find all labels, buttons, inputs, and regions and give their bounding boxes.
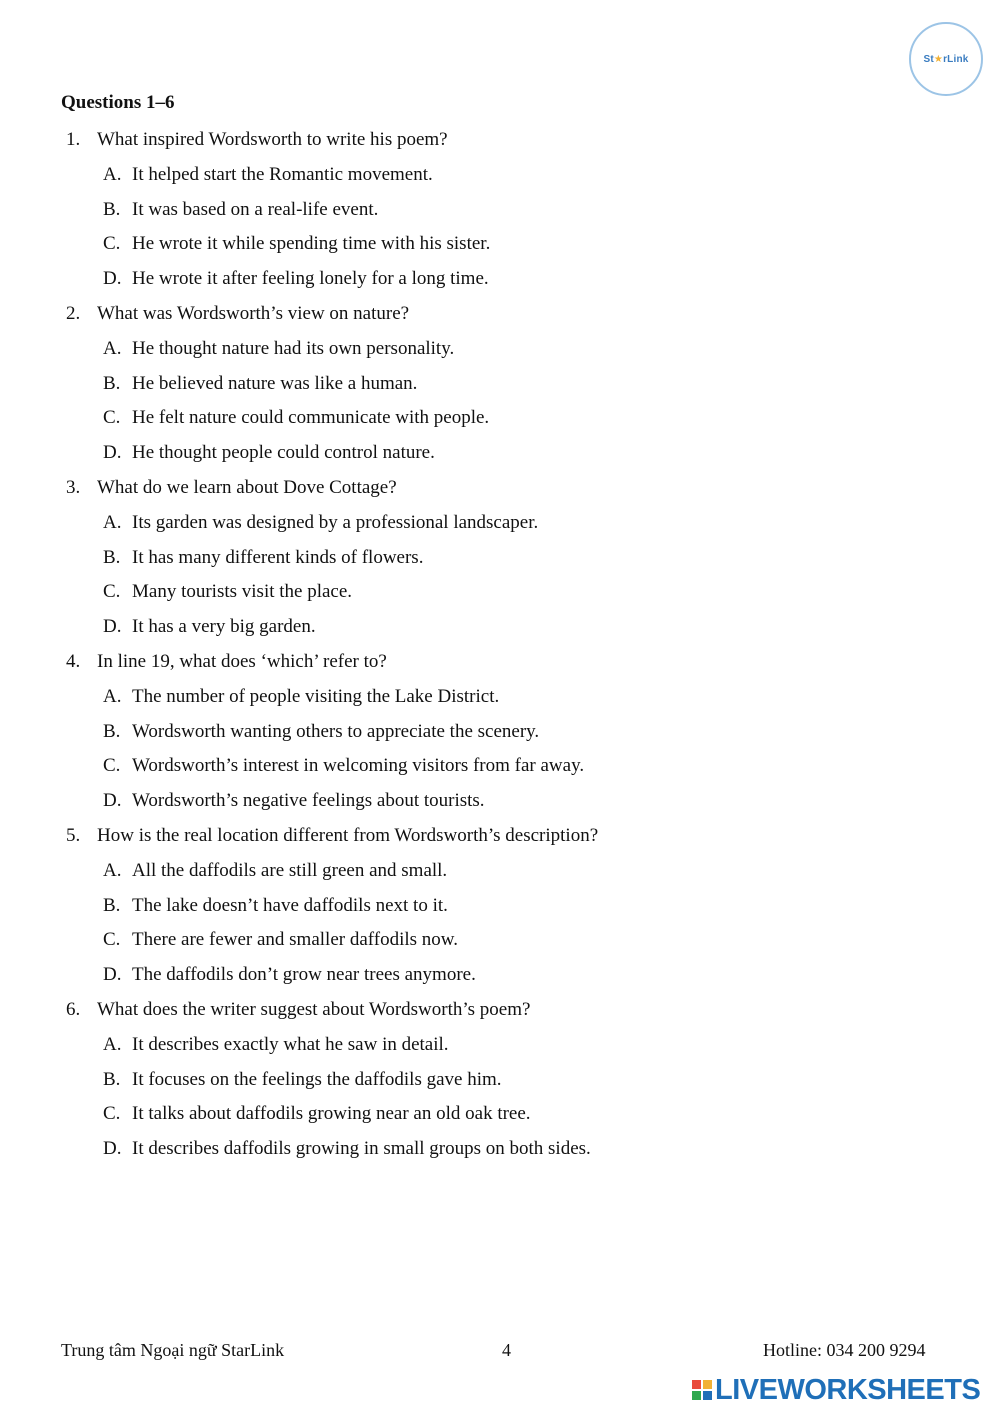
option-text: It focuses on the feelings the daffodils gave him.	[132, 1068, 502, 1090]
option-text: The number of people visiting the Lake District.	[132, 685, 500, 707]
option-letter: A.	[103, 859, 122, 881]
section-heading: Questions 1–6	[61, 92, 175, 113]
question-5	[0, 822, 1000, 857]
brand-square	[703, 1391, 712, 1400]
answer-option[interactable]	[0, 787, 1000, 822]
question-number: 5.	[66, 824, 81, 846]
question-number: 4.	[66, 650, 81, 672]
question-text: What inspired Wordsworth to write his poem?	[97, 129, 448, 150]
question-number: 3.	[66, 476, 81, 498]
option-text: It describes exactly what he saw in detail.	[132, 1033, 449, 1055]
option-letter: A.	[103, 163, 122, 185]
answer-option[interactable]	[0, 961, 1000, 996]
page-number: 4	[502, 1340, 511, 1360]
answer-option[interactable]	[0, 857, 1000, 892]
option-text: It was based on a real-life event.	[132, 198, 379, 220]
option-text: It has many different kinds of flowers.	[132, 546, 424, 568]
answer-option[interactable]	[0, 718, 1000, 753]
option-text: The lake doesn’t have daffodils next to it.	[132, 894, 448, 916]
option-letter: B.	[103, 372, 121, 394]
liveworksheets-wordmark: LIVEWORKSHEETS	[715, 1373, 981, 1406]
brand-square	[692, 1380, 701, 1389]
answer-option[interactable]	[0, 335, 1000, 370]
answer-option[interactable]	[0, 265, 1000, 300]
option-text: It talks about daffodils growing near an old oak tree.	[132, 1103, 531, 1125]
option-letter: B.	[103, 546, 121, 568]
option-letter: C.	[103, 581, 121, 603]
option-letter: D.	[103, 790, 122, 812]
option-letter: A.	[103, 337, 122, 359]
option-letter: B.	[103, 894, 121, 916]
option-text: Wordsworth’s negative feelings about tourists.	[132, 790, 485, 812]
answer-option[interactable]	[0, 161, 1000, 196]
option-text: The daffodils don’t grow near trees anymore.	[132, 964, 476, 986]
answer-option[interactable]	[0, 1031, 1000, 1066]
question-1	[0, 126, 1000, 161]
option-text: Many tourists visit the place.	[132, 581, 353, 603]
answer-option[interactable]	[0, 1135, 1000, 1170]
answer-option[interactable]	[0, 196, 1000, 231]
option-letter: C.	[103, 407, 121, 429]
answer-option[interactable]	[0, 230, 1000, 265]
option-letter: C.	[103, 929, 121, 951]
option-text: It describes daffodils growing in small groups on both sides.	[132, 1138, 591, 1160]
answer-option[interactable]	[0, 578, 1000, 613]
brand-square	[692, 1391, 701, 1400]
option-text: He felt nature could communicate with people.	[132, 407, 490, 429]
option-letter: A.	[103, 511, 122, 533]
question-number: 6.	[66, 998, 81, 1020]
footer-center-name: Trung tâm Ngoại ngữ StarLink	[61, 1340, 285, 1360]
logo-text-b: rLink	[943, 53, 969, 65]
option-letter: A.	[103, 1033, 122, 1055]
answer-option[interactable]	[0, 509, 1000, 544]
option-letter: C.	[103, 755, 121, 777]
question-text: What does the writer suggest about Wordsworth’s poem?	[97, 998, 531, 1020]
question-3	[0, 474, 1000, 509]
question-text: What do we learn about Dove Cottage?	[97, 476, 397, 498]
option-text: All the daffodils are still green and small.	[132, 859, 448, 881]
option-text: He wrote it while spending time with his sister.	[132, 233, 491, 255]
brand-square	[703, 1380, 712, 1389]
question-text: How is the real location different from Wordsworth’s description?	[97, 824, 599, 846]
answer-option[interactable]	[0, 1066, 1000, 1101]
option-text: It has a very big garden.	[132, 616, 316, 638]
starlink-logo	[909, 22, 983, 96]
logo-star-icon: ★	[933, 53, 944, 65]
option-text: He thought nature had its own personality.	[132, 337, 455, 359]
option-letter: D.	[103, 964, 122, 986]
option-text: Its garden was designed by a professional landscaper.	[132, 511, 539, 533]
option-letter: B.	[103, 1068, 121, 1090]
liveworksheets-brand	[692, 1374, 980, 1406]
option-letter: C.	[103, 233, 121, 255]
option-text: He believed nature was like a human.	[132, 372, 418, 394]
option-letter: B.	[103, 720, 121, 742]
option-text: He wrote it after feeling lonely for a long time.	[132, 268, 489, 290]
answer-option[interactable]	[0, 370, 1000, 405]
option-text: It helped start the Romantic movement.	[132, 163, 433, 185]
answer-option[interactable]	[0, 613, 1000, 648]
option-text: Wordsworth wanting others to appreciate the scenery.	[132, 720, 540, 742]
answer-option[interactable]	[0, 1100, 1000, 1135]
option-letter: D.	[103, 1138, 122, 1160]
answer-option[interactable]	[0, 683, 1000, 718]
option-text: He thought people could control nature.	[132, 442, 435, 464]
question-list	[0, 126, 1000, 1170]
answer-option[interactable]	[0, 404, 1000, 439]
logo-text-a: St	[923, 53, 934, 65]
option-letter: C.	[103, 1103, 121, 1125]
question-number: 1.	[66, 129, 81, 150]
option-text: There are fewer and smaller daffodils now.	[132, 929, 459, 951]
answer-option[interactable]	[0, 439, 1000, 474]
question-number: 2.	[66, 302, 81, 324]
option-letter: B.	[103, 198, 121, 220]
answer-option[interactable]	[0, 752, 1000, 787]
option-text: Wordsworth’s interest in welcoming visitors from far away.	[132, 755, 585, 777]
option-letter: D.	[103, 442, 122, 464]
answer-option[interactable]	[0, 926, 1000, 961]
option-letter: D.	[103, 268, 122, 290]
answer-option[interactable]	[0, 544, 1000, 579]
question-2	[0, 300, 1000, 335]
question-text: In line 19, what does ‘which’ refer to?	[97, 650, 387, 672]
footer-hotline: Hotline: 034 200 9294	[763, 1340, 926, 1360]
question-6	[0, 996, 1000, 1031]
answer-option[interactable]	[0, 892, 1000, 927]
liveworksheets-icon	[692, 1380, 712, 1400]
question-text: What was Wordsworth’s view on nature?	[97, 302, 410, 324]
question-4	[0, 648, 1000, 683]
option-letter: D.	[103, 616, 122, 638]
option-letter: A.	[103, 685, 122, 707]
